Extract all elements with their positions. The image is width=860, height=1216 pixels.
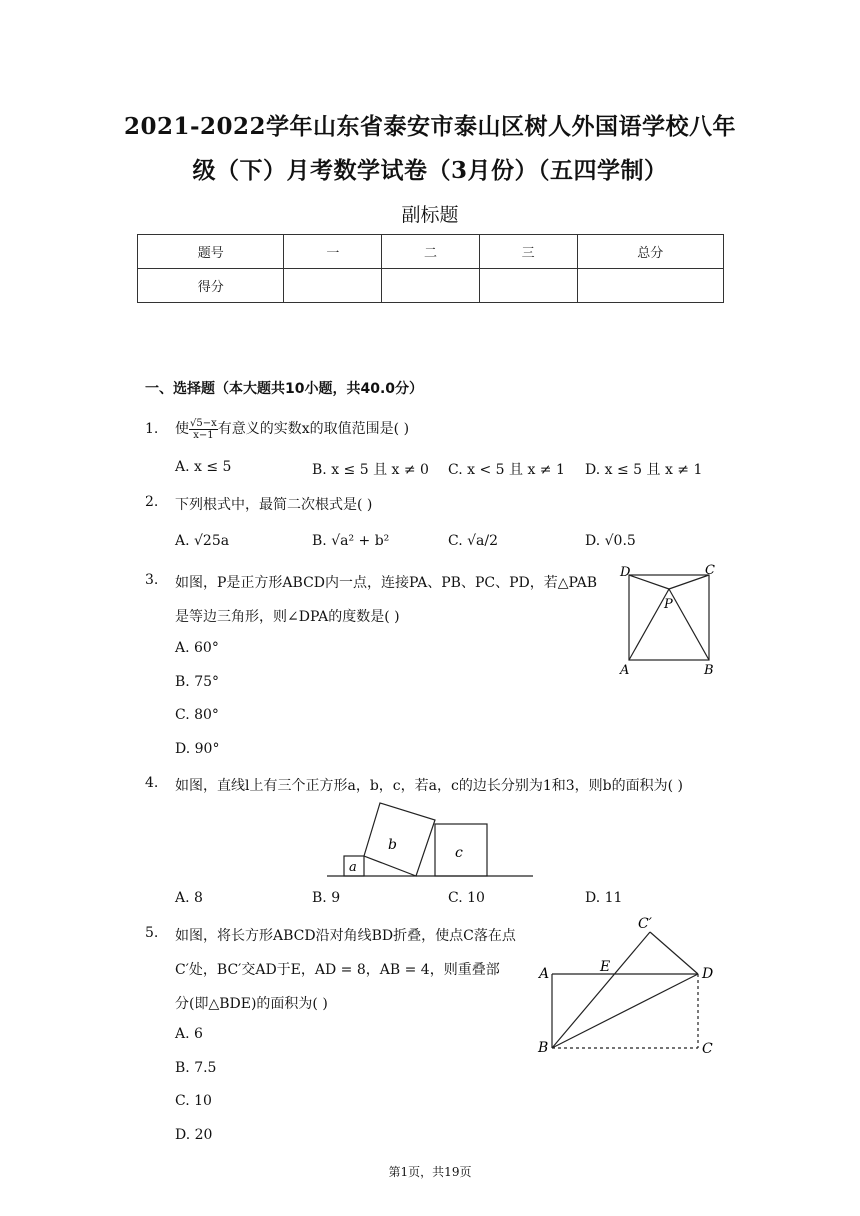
question-number: 5. [145, 925, 159, 941]
option-d[interactable]: D. x ≤ 5 且 x ≠ 1 [585, 462, 703, 478]
question-number: 3. [145, 572, 159, 588]
score-cell[interactable] [479, 269, 577, 303]
question-1-text [175, 414, 409, 444]
option-c[interactable]: C. 10 [448, 890, 485, 906]
score-table-header-row [138, 235, 724, 269]
segment-bd [552, 974, 698, 1048]
square-b [364, 803, 435, 876]
question-4-text: 如图，直线l上有三个正方形a，b，c，若a，c的边长分别为1和3，则b的面积为( ) [175, 778, 683, 794]
segment-pc [669, 575, 709, 589]
segment-pb [669, 589, 709, 660]
label-c: C [705, 563, 715, 578]
question-5-line1: 如图，将长方形ABCD沿对角线BD折叠，使点C落在点 [175, 928, 516, 944]
label-e: E [600, 959, 611, 975]
option-d[interactable]: D. 90° [175, 741, 220, 757]
question-5-line3: 分(即△BDE)的面积为( ) [175, 996, 328, 1012]
label-b: B [704, 663, 714, 678]
q1-frac-num: √5−x [190, 417, 217, 429]
label-d: D [620, 565, 631, 580]
label-p: P [664, 597, 673, 612]
option-c[interactable]: C. x < 5 且 x ≠ 1 [448, 462, 565, 478]
question-3-line2: 是等边三角形，则∠DPA的度数是( ) [175, 609, 400, 625]
score-header-cell: 总分 [577, 235, 724, 269]
label-b: B [538, 1040, 549, 1056]
q1-fraction [189, 418, 218, 441]
question-5-line2: C′处，BC′交AD于E，AD = 8，AB = 4，则重叠部 [175, 962, 500, 978]
label-c-prime: C′ [638, 916, 652, 932]
label-c: c [455, 845, 463, 861]
score-header-cell: 二 [382, 235, 480, 269]
q1-suffix: 有意义的实数x的取值范围是( ) [217, 421, 410, 437]
question-2-text: 下列根式中，最简二次根式是( ) [175, 497, 373, 513]
option-b[interactable]: B. 7.5 [175, 1060, 217, 1076]
page-footer: 第1页，共19页 [388, 1165, 472, 1179]
label-a: A [539, 966, 550, 982]
square-abcd [629, 575, 709, 660]
three-squares-figure [325, 798, 535, 880]
question-number: 4. [145, 775, 159, 791]
score-header-cell: 题号 [138, 235, 284, 269]
option-c[interactable]: C. 80° [175, 707, 219, 723]
option-c[interactable]: C. 10 [175, 1093, 212, 1109]
label-a: A [620, 663, 630, 678]
label-b: b [388, 837, 397, 853]
q1-prefix: 使 [175, 421, 189, 437]
score-table-row [138, 269, 724, 303]
label-c: C [702, 1041, 713, 1057]
option-d[interactable]: D. 20 [175, 1127, 213, 1143]
score-row-label: 得分 [138, 269, 284, 303]
option-c[interactable]: C. √a/2 [448, 533, 499, 549]
option-b[interactable]: B. 75° [175, 674, 220, 690]
segment-bc-prime [552, 932, 650, 1048]
score-cell[interactable] [577, 269, 724, 303]
question-number: 2. [145, 494, 159, 510]
option-a[interactable]: A. x ≤ 5 [175, 459, 232, 475]
page-subtitle: 副标题 [401, 204, 459, 226]
label-d: D [702, 966, 714, 982]
q1-frac-den: x−1 [193, 429, 214, 441]
option-a[interactable]: A. 6 [175, 1026, 203, 1042]
option-a[interactable]: A. 8 [175, 890, 203, 906]
segment-pd [629, 575, 669, 589]
score-header-cell: 三 [479, 235, 577, 269]
score-cell[interactable] [382, 269, 480, 303]
score-table [137, 234, 724, 303]
option-a[interactable]: A. 60° [175, 640, 219, 656]
question-3-line1: 如图，P是正方形ABCD内一点，连接PA、PB、PC、PD，若△PAB [175, 575, 598, 591]
option-b[interactable]: B. 9 [312, 890, 341, 906]
folded-rectangle-figure [532, 912, 722, 1062]
option-d[interactable]: D. 11 [585, 890, 623, 906]
option-a[interactable]: A. √25a [175, 533, 230, 549]
page-title-line2: 级（下）月考数学试卷（3月份）（五四学制） [192, 157, 668, 184]
option-b[interactable]: B. x ≤ 5 且 x ≠ 0 [312, 462, 429, 478]
question-number: 1. [145, 421, 159, 437]
square-figure [616, 560, 726, 680]
page-title-line1: 2021-2022学年山东省泰安市泰山区树人外国语学校八年 [123, 113, 737, 140]
option-b[interactable]: B. √a² + b² [312, 533, 390, 549]
section-title: 一、选择题（本大题共10小题，共40.0分） [145, 381, 424, 397]
label-a: a [349, 860, 357, 875]
score-cell[interactable] [284, 269, 382, 303]
segment-pa [629, 589, 669, 660]
score-header-cell: 一 [284, 235, 382, 269]
segment-c-prime-d [650, 932, 698, 974]
option-d[interactable]: D. √0.5 [585, 533, 636, 549]
